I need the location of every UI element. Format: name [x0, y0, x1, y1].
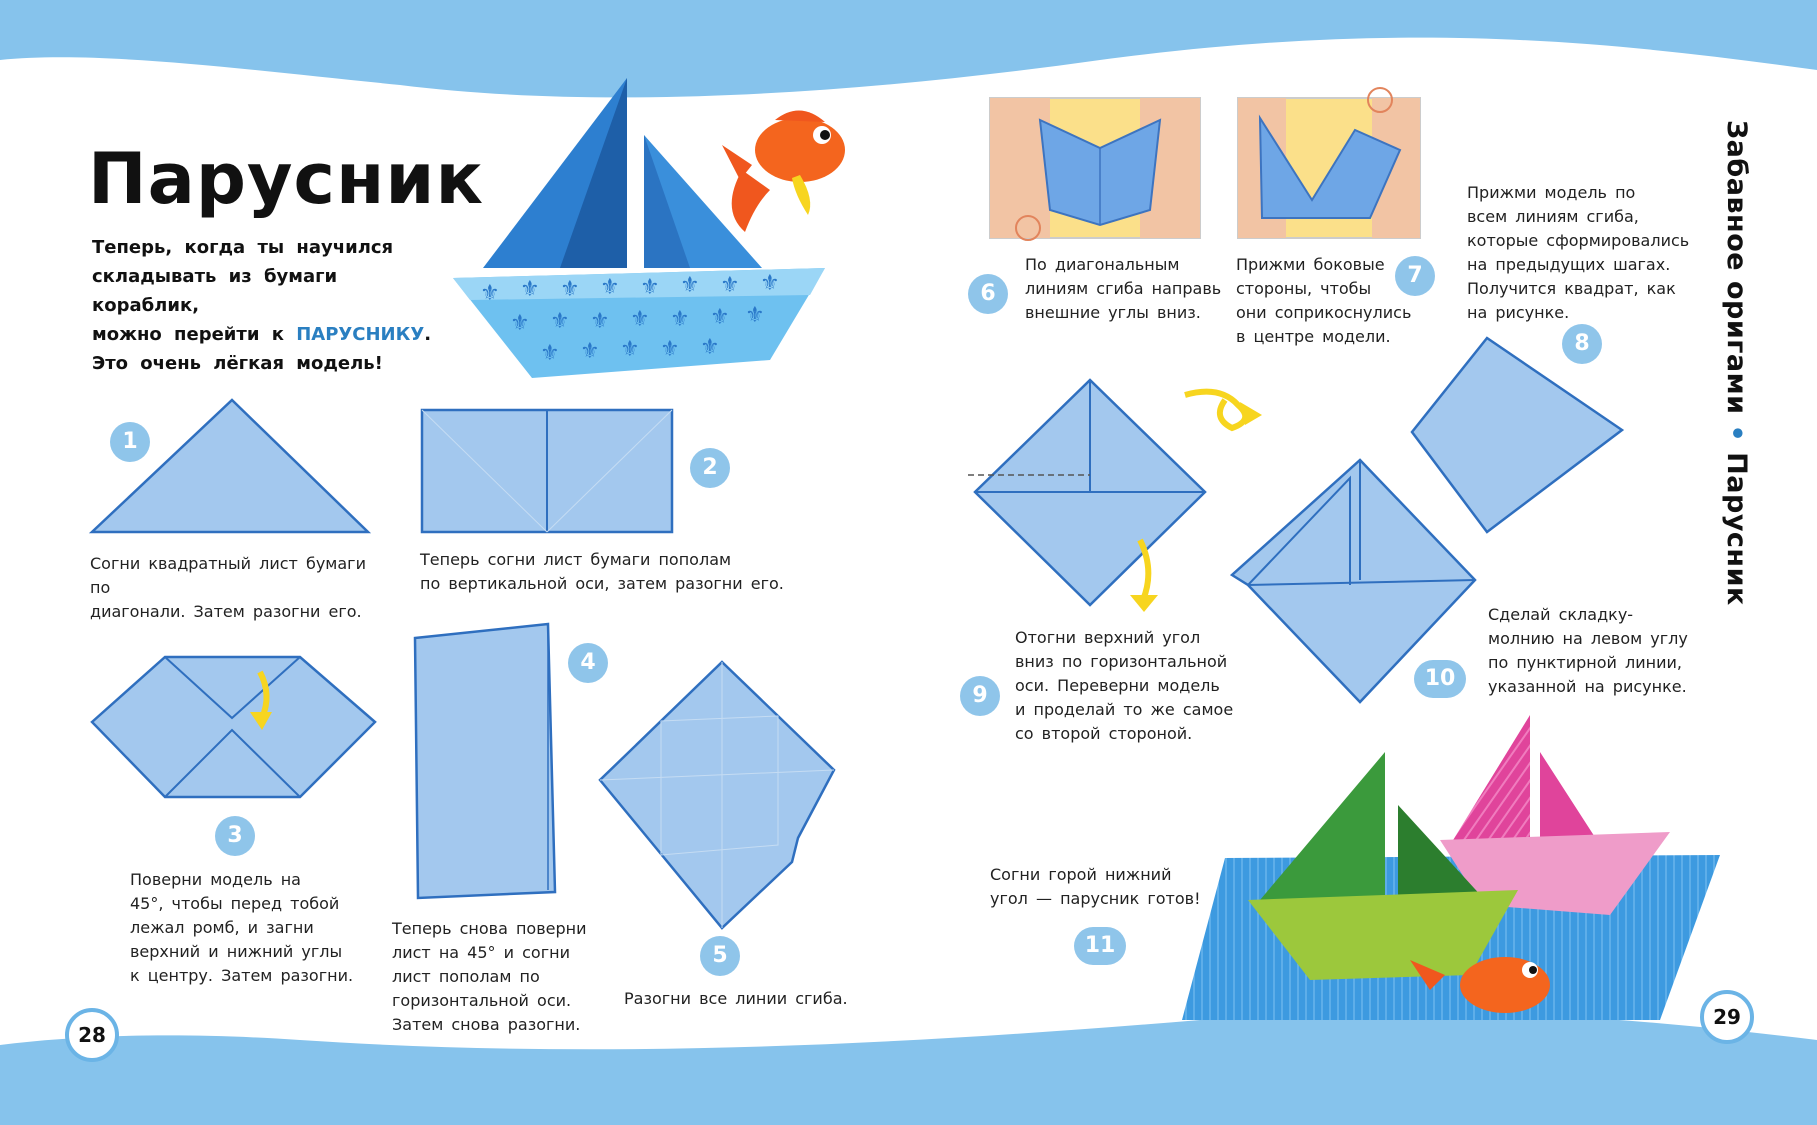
caption-line: на рисунке. [1467, 303, 1570, 322]
intro-text-part: можно перейти к [92, 324, 297, 345]
step-4-caption [392, 917, 622, 1037]
intro-text [92, 233, 437, 378]
step7-photo [1238, 88, 1420, 238]
caption-line: к центру. Затем разогни. [130, 966, 354, 985]
step-2-caption [420, 548, 800, 596]
caption-line: угол — парусник готов! [990, 889, 1201, 908]
page-number-left: 28 [65, 1008, 119, 1062]
step5-diagram [600, 662, 834, 928]
caption-line: 45°, чтобы перед тобой [130, 894, 340, 913]
svg-text:⚜: ⚜ [710, 305, 730, 330]
svg-text:⚜: ⚜ [670, 307, 690, 332]
caption-line: в центре модели. [1236, 327, 1391, 346]
goldfish-top [722, 110, 845, 232]
top-wave [0, 0, 1817, 97]
step-10-badge: 10 [1414, 660, 1466, 698]
sidebar-heading-part1: Забавное оригами [1721, 120, 1752, 415]
caption-line: Прижми боковые [1236, 255, 1385, 274]
caption-line: лист пополам по [392, 967, 540, 986]
caption-line: верхний и нижний углы [130, 942, 343, 961]
caption-line: внешние углы вниз. [1025, 303, 1201, 322]
sidebar-heading-part2: Парусник [1721, 452, 1752, 606]
caption-line: молнию на левом углу [1488, 629, 1688, 648]
step4-diagram [415, 624, 555, 898]
svg-text:⚜: ⚜ [600, 275, 620, 300]
caption-line: Теперь согни лист бумаги пополам [420, 550, 732, 569]
svg-text:⚜: ⚜ [540, 341, 560, 366]
step-11-caption [990, 863, 1210, 911]
page-title: Парусник [88, 138, 484, 220]
step-10-caption [1488, 603, 1708, 699]
caption-line: вниз по горизонтальной [1015, 652, 1228, 671]
svg-text:⚜: ⚜ [620, 337, 640, 362]
caption-line: и проделай то же самое [1015, 700, 1234, 719]
page-number-right: 29 [1700, 990, 1754, 1044]
step-2-badge: 2 [690, 448, 730, 488]
svg-text:⚜: ⚜ [510, 311, 530, 336]
caption-line: Затем снова разогни. [392, 1015, 581, 1034]
intro-line [92, 320, 437, 349]
step1-diagram [92, 400, 368, 532]
step-6-caption [1025, 253, 1235, 325]
step3-diagram [92, 657, 375, 797]
step-7-caption [1236, 253, 1426, 349]
caption-line: на предыдущих шагах. [1467, 255, 1671, 274]
caption-line: по пунктирной линии, [1488, 653, 1682, 672]
hero-sailboat [453, 78, 825, 378]
step-3-caption [130, 868, 370, 988]
caption-line: Разогни все линии сгиба. [624, 989, 848, 1008]
caption-line: Согни горой нижний [990, 865, 1172, 884]
step-9-caption [1015, 626, 1245, 746]
step-3-badge: 3 [215, 816, 255, 856]
caption-line: Отогни верхний угол [1015, 628, 1201, 647]
bullet-separator: • [1721, 424, 1752, 443]
caption-line: диагонали. Затем разогни его. [90, 602, 362, 621]
svg-text:⚜: ⚜ [550, 309, 570, 334]
intro-text-part: . [424, 324, 432, 345]
svg-text:⚜: ⚜ [700, 335, 720, 360]
svg-text:⚜: ⚜ [720, 273, 740, 298]
step-11-badge: 11 [1074, 927, 1126, 965]
step2-diagram [422, 410, 672, 532]
svg-text:⚜: ⚜ [560, 277, 580, 302]
intro-line: складывать из бумаги кораблик, [92, 266, 338, 316]
caption-line: по вертикальной оси, затем разогни его. [420, 574, 784, 593]
caption-line: со второй стороной. [1015, 724, 1193, 743]
sidebar-heading [1712, 120, 1752, 606]
caption-line: Теперь снова поверни [392, 919, 587, 938]
caption-line: лист на 45° и согни [392, 943, 570, 962]
svg-text:⚜: ⚜ [520, 277, 540, 302]
caption-line: оси. Переверни модель [1015, 676, 1220, 695]
step-8-badge: 8 [1562, 324, 1602, 364]
caption-line: Сделай складку- [1488, 605, 1634, 624]
caption-line: указанной на рисунке. [1488, 677, 1687, 696]
svg-text:⚜: ⚜ [745, 303, 765, 328]
step-9-badge: 9 [960, 676, 1000, 716]
bottom-wave [0, 1012, 1817, 1125]
step-5-caption [624, 987, 884, 1011]
svg-text:⚜: ⚜ [590, 309, 610, 334]
intro-highlight: ПАРУСНИКУ [296, 324, 425, 345]
step-1-caption [90, 552, 390, 624]
svg-text:⚜: ⚜ [580, 339, 600, 364]
caption-line: стороны, чтобы [1236, 279, 1372, 298]
caption-line: линиям сгиба направь [1025, 279, 1222, 298]
intro-line: Это очень лёгкая модель! [92, 353, 383, 374]
svg-text:⚜: ⚜ [680, 273, 700, 298]
caption-line: лежал ромб, и загни [130, 918, 314, 937]
caption-line: По диагональным [1025, 255, 1180, 274]
step-6-badge: 6 [968, 274, 1008, 314]
caption-line: которые сформировались [1467, 231, 1690, 250]
svg-text:⚜: ⚜ [760, 271, 780, 296]
svg-text:⚜: ⚜ [640, 275, 660, 300]
caption-line: всем линиям сгиба, [1467, 207, 1639, 226]
caption-line: Поверни модель на [130, 870, 301, 889]
step-5-badge: 5 [700, 936, 740, 976]
step6-photo [990, 98, 1200, 240]
final-sailboats-scene [1182, 715, 1720, 1020]
step9-diagram [968, 380, 1262, 612]
svg-text:⚜: ⚜ [630, 307, 650, 332]
caption-line: горизонтальной оси. [392, 991, 572, 1010]
step8-diagram [1412, 338, 1622, 532]
step-4-badge: 4 [568, 643, 608, 683]
caption-line: Согни квадратный лист бумаги по [90, 554, 366, 597]
caption-line: Получится квадрат, как [1467, 279, 1676, 298]
caption-line: они соприкоснулись [1236, 303, 1412, 322]
intro-line: Теперь, когда ты научился [92, 237, 394, 258]
caption-line: Прижми модель по [1467, 183, 1636, 202]
step-1-badge: 1 [110, 422, 150, 462]
step-8-caption [1467, 181, 1692, 325]
svg-text:⚜: ⚜ [480, 281, 500, 306]
step-7-badge: 7 [1395, 256, 1435, 296]
svg-text:⚜: ⚜ [660, 337, 680, 362]
